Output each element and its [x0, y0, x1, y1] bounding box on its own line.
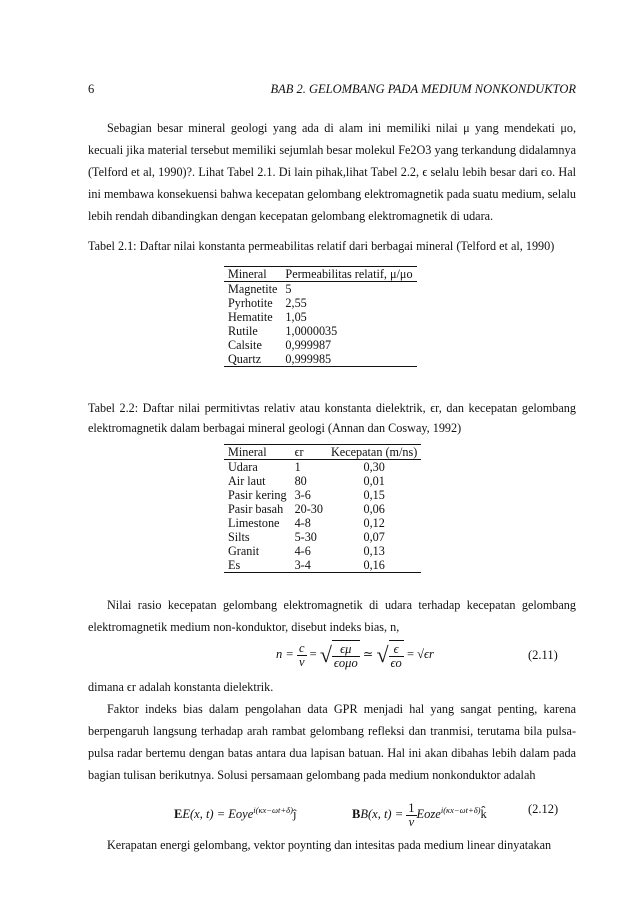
cell: 0,07	[363, 530, 385, 544]
cell: 2,55	[285, 296, 307, 310]
equation-2-12-E: EE(x, t) = Eoye$^{i(\kappa x-\omega t+\delta)}$ĵ	[174, 805, 297, 822]
table-row	[224, 338, 417, 352]
eq2-B-exp: i(κx−ωt+δ)	[440, 805, 481, 815]
table2-caption: Tabel 2.2: Daftar nilai permitivtas relativ atau konstanta dielektrik, ϵr, dan kecepatan gelombang elektromagnetik dalam berbagai mineral geologi (Annan dan Cosway, 1992)	[88, 401, 576, 435]
eq1-rhs: √ϵr	[417, 647, 434, 661]
paragraph-energy: Kerapatan energi gelombang, vektor poynting dan intesitas pada medium linear dinyatakan	[107, 838, 552, 852]
sqrt-icon: √	[376, 642, 389, 668]
eq2-frac	[406, 802, 416, 829]
table1-header-permeability: Permeabilitas relatif, μ/μo	[285, 267, 413, 281]
eq1-frac-c-v	[297, 642, 307, 669]
cell: Granit	[228, 544, 260, 558]
sqrt-icon: √	[319, 642, 332, 668]
table-row	[224, 460, 421, 475]
table-row	[224, 352, 417, 367]
table2-header-velocity: Kecepatan (m/ns)	[331, 445, 418, 459]
running-header: BAB 2. GELOMBANG PADA MEDIUM NONKONDUKTOR	[270, 82, 576, 96]
table1-caption: Tabel 2.1: Daftar nilai konstanta permeabilitas relatif dari berbagai mineral (Telford et al, 1990)	[88, 239, 555, 253]
cell: Udara	[228, 460, 258, 474]
table-row	[224, 488, 421, 502]
eq1-v: v	[298, 654, 305, 669]
page-number: 6	[88, 82, 95, 96]
paragraph-intro: Sebagian besar mineral geologi yang ada di alam ini memiliki nilai μ yang mendekati μo, kecuali jika material tersebut memiliki sejumlah besar molekul Fe2O3 yang terkandung didalamnya (Telford et al, 1990)?. Lihat Tabel 2.1. Di lain pihak,lihat Tabel 2.2, ϵ selalu lebih besar dari ϵo. Hal ini membawa konsekuensi bahwa kecepatan gelombang elektromagnetik pada suatu medium, selalu lebih rendah dibandingkan dengan kecepatan gelombang elektromagnetik di udara.	[88, 121, 576, 223]
eq2-one: 1	[408, 800, 415, 815]
cell: 0,01	[363, 474, 385, 488]
cell: Limestone	[228, 516, 280, 530]
cell: 3-6	[294, 488, 311, 502]
cell: 1	[294, 460, 301, 474]
cell: Hematite	[228, 310, 273, 324]
paragraph-refractive-index: Nilai rasio kecepatan gelombang elektromagnetik di udara terhadap kecepatan gelombang elektromagnetik medium non-konduktor, disebut indeks bias, n,	[88, 598, 576, 634]
eq2-B-lhs: B(x, t) =	[360, 807, 404, 822]
equation-number-2-11: (2.11)	[528, 648, 558, 662]
cell: Pyrhotite	[228, 296, 273, 310]
eq2-E-exp: i(κx−ωt+δ)	[253, 805, 293, 815]
cell: 5-30	[294, 530, 317, 544]
table-row	[224, 310, 417, 324]
table-row	[224, 530, 421, 544]
eq2-E-lhs: E(x, t) = Eoy	[182, 807, 248, 822]
eq1-frac-epsmu	[332, 643, 360, 670]
cell: 3-4	[294, 558, 311, 572]
eq1-eps-mu: ϵμ	[332, 643, 360, 657]
table-row	[224, 558, 421, 573]
eq1-eps0-mu0: ϵoμo	[333, 655, 358, 670]
table1	[224, 266, 417, 367]
cell: 0,999987	[285, 338, 332, 352]
equation-2-12-B: BB(x, t) = $\frac{1}{v}$ Eoze$^{i(\kappa x-\omega t+\delta)}$k̂	[352, 800, 487, 829]
cell: 4-8	[294, 516, 311, 530]
equation-2-11	[276, 640, 434, 670]
table2-header-row	[224, 445, 421, 460]
table-row	[224, 502, 421, 516]
table-row	[224, 296, 417, 310]
eq2-B-unit: k̂	[480, 807, 487, 822]
eq2-E-unit: ĵ	[292, 807, 297, 822]
table-row	[224, 324, 417, 338]
cell: Quartz	[228, 352, 262, 366]
cell: Silts	[228, 530, 250, 544]
table2-header-epsilon: ϵr	[294, 445, 304, 459]
cell: Calsite	[228, 338, 262, 352]
table-row	[224, 474, 421, 488]
table2-header-mineral: Mineral	[228, 445, 267, 459]
cell: 1,05	[285, 310, 307, 324]
cell: 0,13	[363, 544, 385, 558]
table1-header-mineral: Mineral	[228, 267, 267, 281]
cell: Magnetite	[228, 282, 278, 296]
eq1-eq2: =	[406, 647, 414, 661]
cell: 1,0000035	[285, 324, 338, 338]
cell: 80	[294, 474, 307, 488]
cell: Air laut	[228, 474, 266, 488]
cell: Rutile	[228, 324, 258, 338]
table-row	[224, 282, 417, 297]
paragraph-gpr: Faktor indeks bias dalam pengolahan data GPR menjadi hal yang sangat penting, karena berpengaruh langsung terhadap arah rambat gelombang refleksi dan tranmisi, terutama bila pulsa-pulsa radar bertemu dengan batas antara dua lapisan batuan. Hal ini akan dibahas lebih dalam pada bagian tulisan berikutnya. Solusi persamaan gelombang pada medium nonkonduktor adalah	[88, 702, 576, 782]
cell: 4-6	[294, 544, 311, 558]
table-row	[224, 544, 421, 558]
paragraph-dielectric: dimana ϵr adalah konstanta dielektrik.	[88, 680, 274, 694]
cell: Es	[228, 558, 241, 572]
cell: Pasir basah	[228, 502, 284, 516]
eq1-frac-eps	[389, 643, 404, 670]
cell: Pasir kering	[228, 488, 287, 502]
eq1-eps: ϵ	[389, 643, 404, 657]
cell: 0,16	[363, 558, 385, 572]
cell: 0,12	[363, 516, 385, 530]
eq2-B-rhs: Eoz	[416, 807, 436, 822]
equation-number-2-12: (2.12)	[528, 802, 559, 816]
cell: 0,999985	[285, 352, 332, 366]
cell: 0,30	[363, 460, 385, 474]
eq1-eps0: ϵo	[390, 655, 402, 670]
eq1-c: c	[298, 640, 305, 655]
eq1-approx: ≃	[362, 647, 374, 661]
table1-header-row	[224, 267, 417, 282]
table-row	[224, 516, 421, 530]
cell: 0,15	[363, 488, 385, 502]
eq1-lhs: n =	[276, 647, 294, 661]
eq2-v: v	[408, 814, 415, 829]
table2	[224, 444, 421, 573]
eq1-eq: =	[309, 647, 317, 661]
cell: 5	[285, 282, 292, 296]
cell: 20-30	[294, 502, 323, 516]
cell: 0,06	[363, 502, 385, 516]
